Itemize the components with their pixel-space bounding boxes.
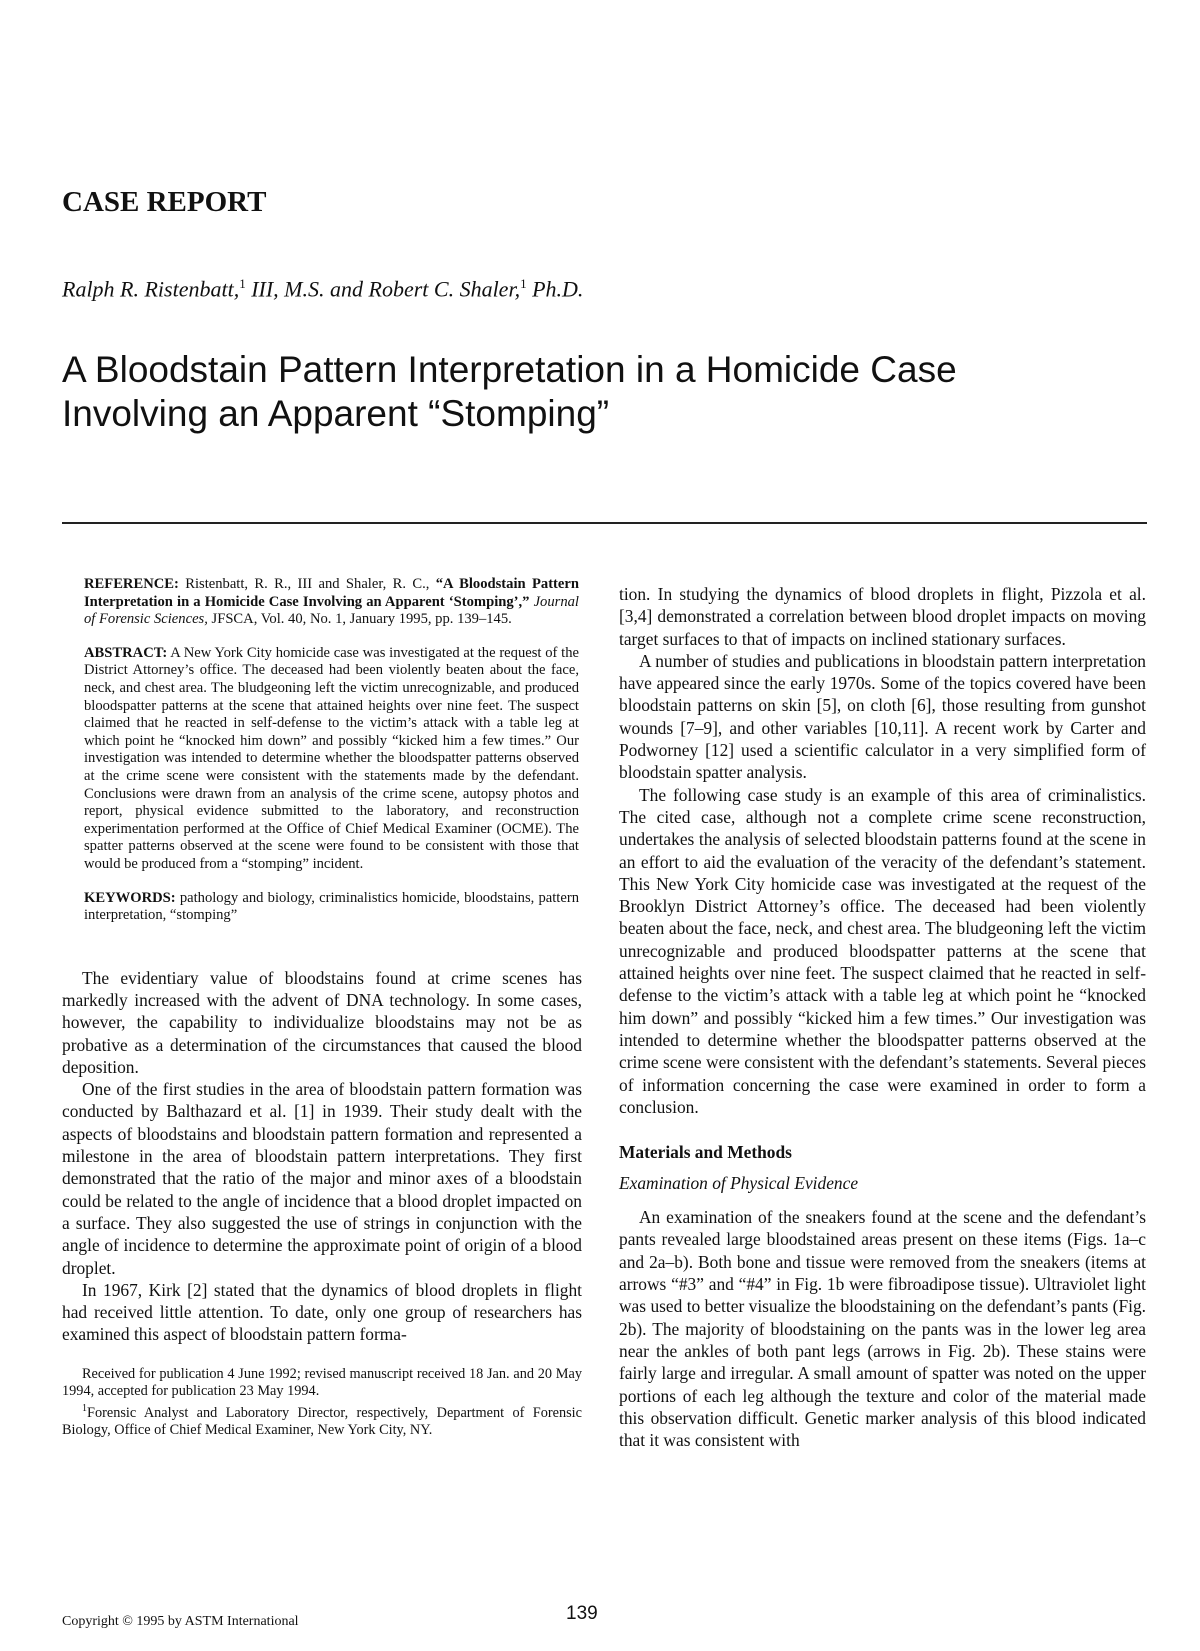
body-paragraph: tion. In studying the dynamics of blood droplets in flight, Pizzola et al. [3,4] demonstrated a correlation between blood droplet impacts on moving target surfaces to that of impacts on inclined stationary surfaces. [619,584,1146,649]
subsection-heading: Examination of Physical Evidence [619,1173,859,1194]
affiliation-mark: 1 [82,1402,87,1414]
right-column [619,583,1146,1451]
title-line: Involving an Apparent “Stomping” [62,393,610,434]
materials-text [619,1206,1146,1451]
received-note: Received for publication 4 June 1992; revised manuscript received 18 Jan. and 20 May 1994, accepted for publication 23 May 1994. [62,1365,582,1399]
body-paragraph: The following case study is an example of this area of criminalistics. The cited case, although not a complete crime scene reconstruction, undertakes the analysis of selected bloodstain patterns found at the scene in an effort to aid the evaluation of the veracity of the defendant’s statement. This New York City homicide case was investigated at the request of the Brooklyn District Attorney’s office. The deceased had been violently beaten about the face, neck, and chest area. The bludgeoning left the victim unrecognizable and produced bloodspatter patterns at the scene that attained heights over nine feet. The suspect claimed that he reacted in self-defense to the victim’s attack with a table leg at which point he “knocked him down” and possibly “kicked him a few times.” Our investigation was intended to determine whether the bloodspatter patterns observed at the crime scene were consistent with the defendant’s statements. Several pieces of information concerning the case were examined in order to form a conclusion. [619,784,1146,1117]
abstract-block [84,645,579,874]
reference-authors: Ristenbatt, R. R., III and Shaler, R. C., [178,576,436,592]
body-paragraph: An examination of the sneakers found at the scene and the defendant’s pants revealed large bloodstained areas present on these items (Figs. 1a–c and 2a–b). Both bone and tissue were removed from the sneakers (items at arrows “#3” and “#4” in Fig. 1b were fibroadipose tissue). Ultraviolet light was used to better visualize the bloodstaining on the defendant’s pants (Fig. 2b). The majority of bloodstaining on the pants was in the lower leg area near the ankles of both pant legs (arrows in Fig. 2b). These stains were fairly large and irregular. A small amount of spatter was noted on the upper portions of each leg although the texture and color of the material made this observation difficult. Genetic marker analysis of this blood indicated that it was consistent with [619,1207,1146,1451]
affiliation-text: Forensic Analyst and Laboratory Director, respectively, Department of Forensic Biology, Office of Chief Medical Examiner, New York City, NY. [62,1404,582,1438]
author-name: Robert C. Shaler, [368,276,521,302]
abstract-label: ABSTRACT: [84,644,168,661]
author-suffix: III, M.S. and [245,276,369,302]
section-label: CASE REPORT [62,186,267,218]
page-number: 139 [566,1603,598,1624]
reference-title: “A Bloodstain Pattern Interpretation in a Homicide Case Involving an Apparent ‘Stomping’,” [84,576,579,610]
left-column [62,576,582,1439]
reference-block [84,576,579,629]
author-suffix: Ph.D. [526,276,584,302]
author-line [62,276,583,302]
copyright-notice: Copyright © 1995 by ASTM International [62,1614,299,1629]
title-divider [62,522,1147,524]
reference-details: JFSCA, Vol. 40, No. 1, January 1995, pp. 139–145. [207,611,512,628]
affiliation-mark: 1 [239,276,246,291]
keywords-block [84,890,579,925]
reference-journal: Journal of Forensic Sciences, [84,593,579,628]
affiliation-mark: 1 [520,276,527,291]
left-body-text [62,967,582,1346]
author-name: Ralph R. Ristenbatt, [62,276,240,302]
keywords-label: KEYWORDS: [84,889,176,906]
body-paragraph: A number of studies and publications in bloodstain pattern interpretation have appeared since the early 1970s. Some of the topics covered have been bloodstain patterns on skin [5], on cloth [6], those resulting from gunshot wounds [7–9], and other variables [10,11]. A recent work by Carter and Podworney [12] used a scientific calculator in a very simplified form of bloodstain spatter analysis. [619,650,1146,783]
abstract-text: A New York City homicide case was investigated at the request of the District Attorney’s office. The deceased had been violently beaten about the face, neck, and chest area. The bludgeoning left the victim unrecognizable, and produced bloodspatter patterns at the scene that attained heights over nine feet. The suspect claimed that he reacted in self-defense to the victim’s attack with a table leg at which point he “knocked him down” and possibly “kicked him a few times.” Our investigation was intended to determine whether the bloodspatter patterns observed at the crime scene were consistent with the statements made by the defendant. Conclusions were drawn from an analysis of the crime scene, autopsy photos and report, physical evidence submitted to the laboratory, and reconstruction experimentation performed at the Office of Chief Medical Examiner (OCME). The spatter patterns observed at the scene were found to be consistent with those that would be produced from a “stomping” incident. [84,644,579,872]
front-matter [84,576,579,925]
right-body-text [619,583,1146,1118]
keywords-text: pathology and biology, criminalistics homicide, bloodstains, pattern interpretation, “stomping” [84,889,579,924]
footnotes [62,1366,582,1439]
body-paragraph: In 1967, Kirk [2] stated that the dynamics of blood droplets in flight had received little attention. To date, only one group of researchers has examined this aspect of bloodstain pattern forma- [62,1279,582,1345]
section-heading: Materials and Methods [619,1142,792,1163]
reference-label: REFERENCE: [84,576,179,592]
affiliation-note [62,1400,582,1439]
article-title [62,348,1142,436]
body-paragraph: One of the first studies in the area of bloodstain pattern formation was conducted by Balthazard et al. [1] in 1939. Their study dealt with the aspects of bloodstains and bloodstain pattern formation and represented a milestone in the area of bloodstain pattern interpretations. They first demonstrated that the ratio of the major and minor axes of a bloodstain could be related to the angle of incidence that a blood droplet impacted on a surface. They also suggested the use of strings in conjunction with the angle of incidence to determine the approximate point of origin of a blood droplet. [62,1079,582,1278]
body-paragraph: The evidentiary value of bloodstains found at crime scenes has markedly increased with the advent of DNA technology. In some cases, however, the capability to individualize bloodstains may not be as probative as a determination of the circumstances that caused the blood deposition. [62,967,582,1077]
title-line: A Bloodstain Pattern Interpretation in a Homicide Case [62,349,957,390]
